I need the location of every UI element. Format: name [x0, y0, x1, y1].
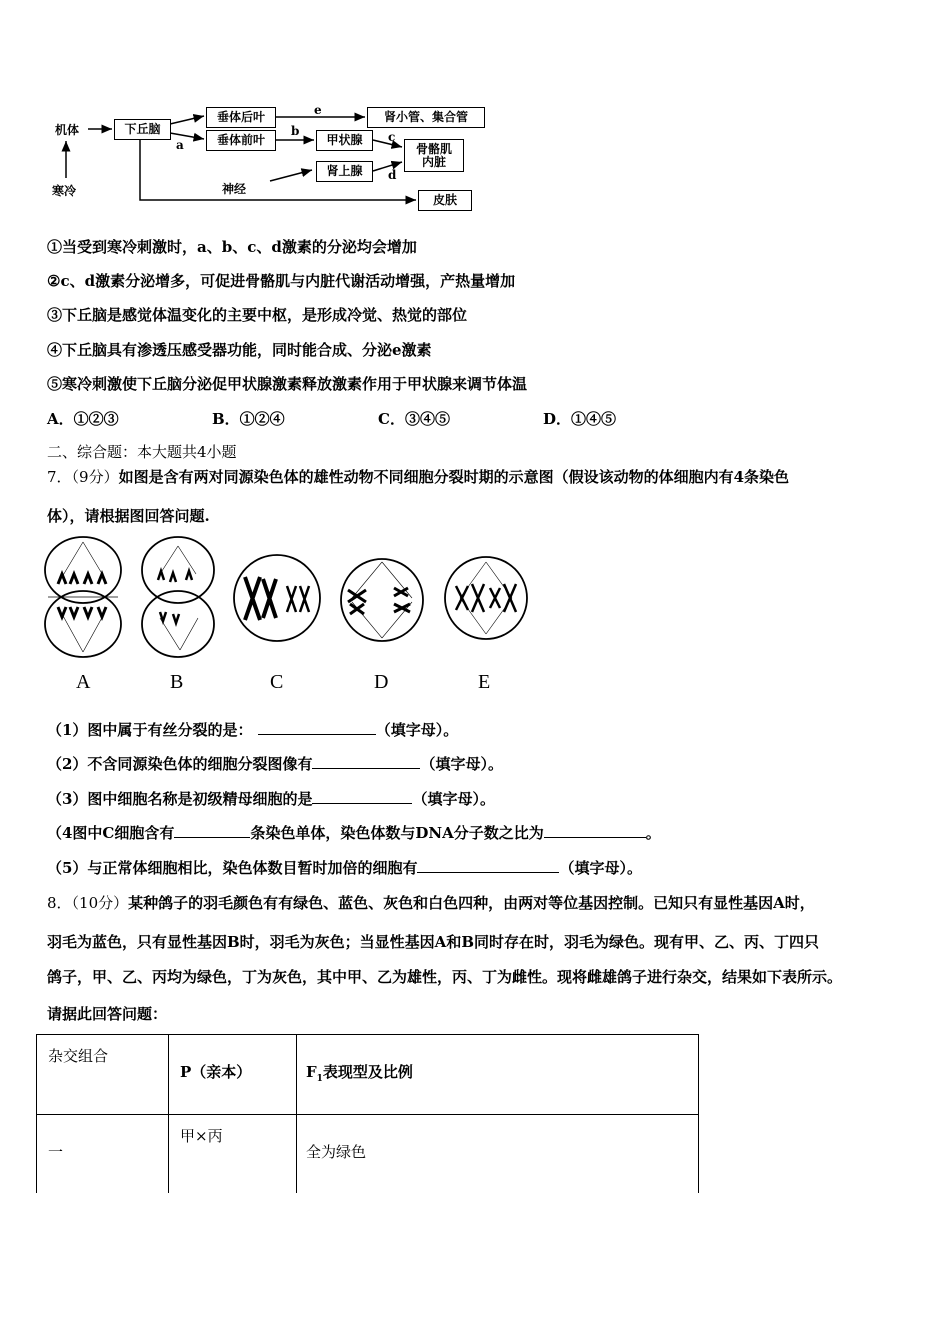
q7-sub2 — [47, 753, 503, 774]
q7-sub4-text: （4图中C细胞含有 — [47, 824, 175, 842]
diagram-kidney-box: 肾小管、集合管 — [367, 107, 485, 128]
diagram-posterior-pituitary-box: 垂体后叶 — [206, 107, 276, 128]
q6-statement-2: ②c、d激素分泌增多，可促进骨骼肌与内脏代谢活动增强，产热量增加 — [47, 272, 516, 290]
q7-sub5-blank[interactable] — [417, 858, 559, 873]
diagram-cold-label: 寒冷 — [52, 184, 77, 198]
q7-sub2-suffix: （填字母）。 — [420, 755, 503, 773]
q6-option-b: B．①②④ — [212, 410, 285, 428]
q7-sub1-text: （1）图中属于有丝分裂的是： — [47, 721, 253, 739]
table-header-cross — [37, 1035, 169, 1115]
diagram-label-c: c — [388, 130, 396, 144]
q7-sub3 — [47, 788, 495, 809]
q7-sub5-suffix: （填字母）。 — [559, 859, 642, 877]
cell-label-a: A — [76, 671, 91, 693]
q6-statement-3: ③下丘脑是感觉体温变化的主要中枢，是形成冷觉、热觉的部位 — [47, 306, 468, 324]
q7-stem: 如图是含有两对同源染色体的雄性动物不同细胞分裂时期的示意图（假设该动物的体细胞内有4条染色 — [118, 468, 790, 486]
table-cell-group-text: 一 — [48, 1143, 64, 1161]
q8-number: 8． — [47, 894, 72, 912]
diagram-skin-box: 皮肤 — [418, 190, 472, 211]
q6-option-a: A．①②③ — [47, 410, 119, 428]
table-cell-group — [37, 1115, 169, 1195]
diagram-hypothalamus-box: 下丘脑 — [114, 119, 171, 140]
q7-sub4-blank1[interactable] — [174, 823, 250, 838]
q8-score: （10分） — [71, 894, 129, 912]
diagram-label-d: d — [388, 168, 397, 182]
q7-sub1-blank[interactable] — [258, 720, 376, 735]
cell-d — [341, 559, 423, 641]
cell-label-b: B — [170, 671, 184, 693]
q7-sub4 — [47, 822, 661, 843]
table-cell-parents — [169, 1115, 297, 1195]
q6-option-d: D．①④⑤ — [543, 410, 617, 428]
table-header-parents-text: P（亲本） — [180, 1063, 252, 1081]
q7-sub4-suffix: 。 — [645, 824, 661, 842]
table-row — [37, 1115, 699, 1195]
table-header-f1-text — [297, 1035, 698, 1084]
cell-e — [445, 557, 527, 639]
q7-sub3-blank[interactable] — [312, 789, 412, 804]
q6-statement-1: ①当受到寒冷刺激时，a、b、c、d激素的分泌均会增加 — [47, 238, 417, 256]
cell-a — [45, 537, 121, 657]
q7-sub4-mid: 条染色单体，染色体数与DNA分子数之比为 — [250, 824, 544, 842]
q6-option-c: C．③④⑤ — [378, 410, 450, 428]
diagram-anterior-pituitary-box: 垂体前叶 — [206, 130, 276, 151]
q7-sub3-suffix: （填字母）。 — [412, 790, 495, 808]
section-2-title: 二、综合题：本大题共4小题 — [47, 443, 237, 461]
diagram-nerve-label: 神经 — [222, 182, 247, 196]
table-cut-mask — [36, 1193, 701, 1197]
diagram-label-e: e — [314, 103, 322, 117]
diagram-adrenal-box: 肾上腺 — [316, 161, 373, 182]
q8-line2: 羽毛为蓝色，只有显性基因B时，羽毛为灰色；当显性基因A和B同时存在时，羽毛为绿色。现有甲、乙、丙、丁四只 — [47, 933, 819, 951]
q7-sub2-blank[interactable] — [312, 754, 420, 769]
table-cell-f1 — [297, 1115, 699, 1195]
table-cell-parents-text: 甲×丙 — [180, 1127, 223, 1145]
cell-label-e: E — [478, 671, 491, 693]
q7-sub5-text: （5）与正常体细胞相比，染色体数目暂时加倍的细胞有 — [47, 859, 418, 877]
diagram-thyroid-box: 甲状腺 — [316, 130, 373, 151]
table-cell-f1-text: 全为绿色 — [306, 1143, 367, 1161]
diagram-body-label: 机体 — [55, 123, 80, 137]
q8-line1 — [47, 892, 815, 913]
q7-sub1 — [47, 719, 458, 740]
q8-line4: 请据此回答问题： — [47, 1005, 168, 1023]
diagram-muscle-box: 骨骼肌 内脏 — [404, 139, 464, 172]
diagram-label-b: b — [291, 124, 300, 138]
table-row — [37, 1035, 699, 1115]
q7-number: 7． — [47, 468, 72, 486]
table-header-parents — [169, 1035, 297, 1115]
q7-sub5 — [47, 857, 642, 878]
q7-stem-line1 — [47, 466, 789, 487]
diagram-label-a: a — [176, 138, 184, 152]
cross-table — [36, 1034, 699, 1195]
q7-sub3-text: （3）图中细胞名称是初级精母细胞的是 — [47, 790, 313, 808]
cell-label-c: C — [270, 671, 284, 693]
q7-sub4-blank2[interactable] — [544, 823, 646, 838]
q7-sub1-suffix: （填字母）。 — [375, 721, 459, 739]
q6-statement-4: ④下丘脑具有渗透压感受器功能，同时能合成、分泌e激素 — [47, 341, 432, 359]
cell-b — [142, 537, 214, 657]
q6-statement-5: ⑤寒冷刺激使下丘脑分泌促甲状腺激素释放激素作用于甲状腺来调节体温 — [47, 375, 528, 393]
q7-score: （9分） — [71, 468, 119, 486]
table-header-cross-text: 杂交组合 — [48, 1047, 109, 1065]
q8-line3: 鸽子，甲、乙、丙均为绿色，丁为灰色，其中甲、乙为雄性，丙、丁为雌性。现将雌雄鸽子进行杂交，结果如下表所示。 — [47, 968, 843, 986]
f1-header-text: 表现型及比例 — [322, 1063, 413, 1081]
f1-subscript: 1 — [316, 1074, 323, 1084]
q7-sub2-text: （2）不含同源染色体的细胞分裂图像有 — [47, 755, 313, 773]
cell-division-figures — [40, 532, 540, 667]
cell-label-d: D — [374, 671, 389, 693]
q8-line1-text: 某种鸽子的羽毛颜色有有绿色、蓝色、灰色和白色四种，由两对等位基因控制。已知只有显性基因A时， — [128, 894, 815, 912]
f1-symbol: F — [306, 1063, 317, 1081]
q7-stem-line2: 体），请根据图回答问题. — [47, 507, 210, 525]
table-header-f1 — [297, 1035, 699, 1115]
cell-c — [234, 555, 320, 641]
